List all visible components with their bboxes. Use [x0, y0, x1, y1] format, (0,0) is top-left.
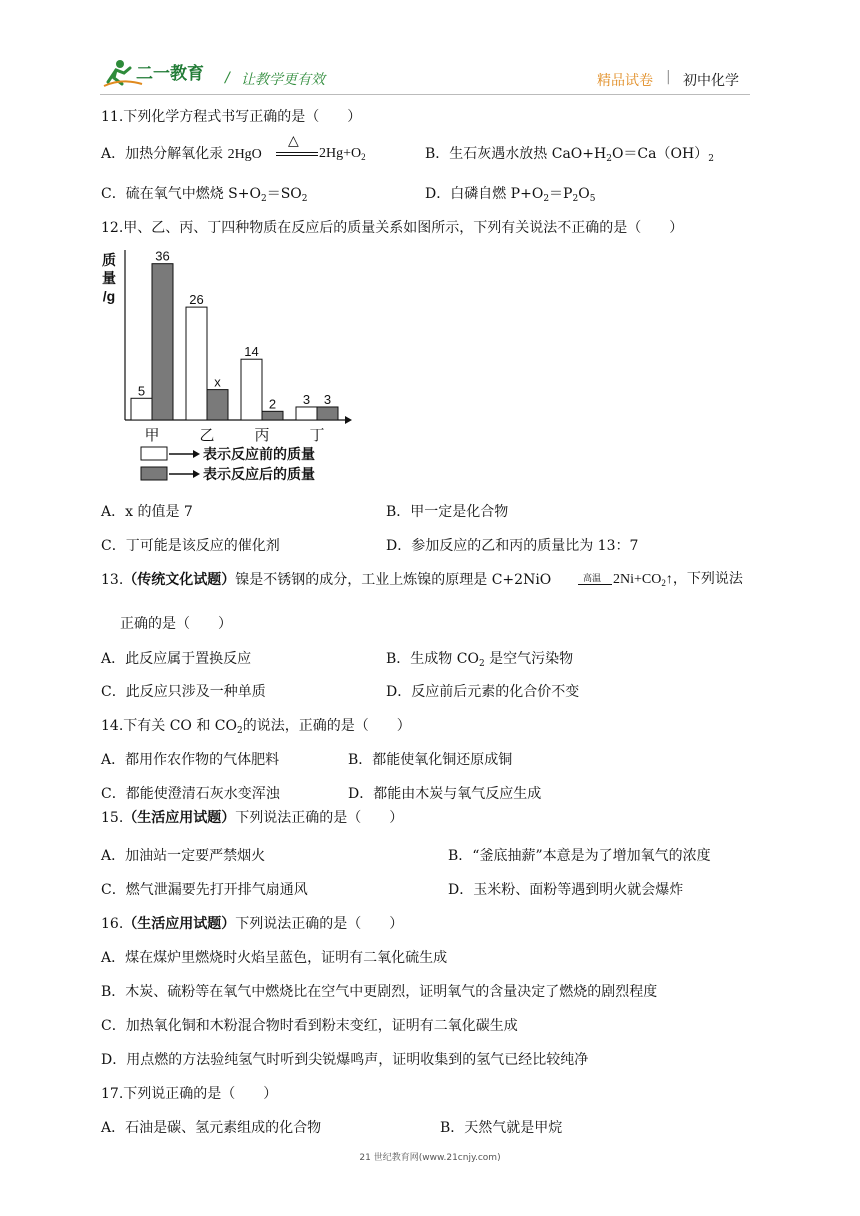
- y-axis-label-part: 量: [102, 270, 116, 286]
- bar-data-label: 5: [137, 383, 146, 399]
- legend-arrow-head: [193, 470, 200, 478]
- q16-stem: 16.（生活应用试题）下列说法正确的是（ ）: [101, 916, 404, 932]
- q17-stem: 17.下列说正确的是（ ）: [101, 1086, 278, 1102]
- legend-swatch-before: [141, 447, 167, 460]
- bar-data-label: 14: [244, 344, 259, 360]
- q11-option-c: C．硫在氧气中燃烧 $S+O_2=SO_2$: [101, 186, 308, 204]
- q17-option-a: A．石油是碳、氢元素组成的化合物: [101, 1120, 322, 1136]
- slash-divider: /: [225, 70, 230, 86]
- header-separator: |: [666, 69, 671, 85]
- q12-option-c: C．丁可能是该反应的催化剂: [101, 538, 280, 554]
- q13-option-a: A．此反应属于置换反应: [101, 651, 252, 667]
- bar-data-label: 36: [155, 248, 170, 264]
- mass-bar-chart: [95, 245, 365, 495]
- x-axis-arrow: [345, 416, 352, 424]
- bar-丁-before: [296, 407, 317, 420]
- q12-option-a: A．x 的值是 7: [101, 504, 193, 520]
- q14-option-d: D．都能由木炭与氧气反应生成: [348, 786, 542, 802]
- q15-option-c: C．燃气泄漏要先打开排气扇通风: [101, 882, 308, 898]
- y-axis-label-part: 质: [102, 252, 116, 268]
- q16-option-c: C．加热氧化铜和木粉混合物时看到粉末变红，证明有二氧化碳生成: [101, 1018, 518, 1034]
- bar-data-label: 3: [302, 391, 311, 407]
- legend-label: 表示反应前的质量: [203, 446, 315, 462]
- x-tick-label: 丁: [309, 427, 325, 444]
- q11-a-condition: △: [276, 133, 318, 161]
- header-rule: [100, 94, 750, 95]
- legend-swatch-after: [141, 467, 167, 480]
- q11-option-b: B．生石灰遇水放热 $CaO+H_2O=Ca(OH)_2$: [425, 146, 714, 164]
- q13-stem-line1-end: $2Ni+CO_2↑$，下列说法: [613, 572, 743, 588]
- tag-left: 精品试卷: [597, 73, 653, 89]
- q13-option-c: C．此反应只涉及一种单质: [101, 684, 266, 700]
- q12-stem: 12.甲、乙、丙、丁四种物质在反应后的质量关系如图所示，下列有关说法不正确的是（ ）: [101, 220, 684, 236]
- legend-label: 表示反应后的质量: [203, 466, 315, 482]
- q15-option-d: D．玉米粉、面粉等遇到明火就会爆炸: [448, 882, 684, 898]
- bar-丙-before: [241, 359, 262, 420]
- q11-option-d: D．白磷自燃 $P+O_2=P_2O_5$: [425, 186, 596, 204]
- bar-data-label: 2: [268, 396, 277, 412]
- bar-data-label: x: [214, 374, 221, 390]
- q13-option-b: B．生成物 $CO_2$ 是空气污染物: [386, 651, 574, 669]
- bar-data-label: 3: [323, 391, 332, 407]
- x-tick-label: 丙: [254, 427, 270, 444]
- bar-甲-before: [131, 398, 152, 420]
- slogan: 让教学更有效: [241, 72, 325, 88]
- q12-option-d: D．参加反应的乙和丙的质量比为 13：7: [386, 538, 639, 554]
- bar-丁-after: [317, 407, 338, 420]
- q11-stem: 11.下列化学方程式书写正确的是（ ）: [101, 109, 362, 125]
- q15-option-a: A．加油站一定要严禁烟火: [101, 848, 266, 864]
- q13-condition: 高温: [578, 567, 612, 589]
- q13-stem-line2: 正确的是（ ）: [120, 616, 232, 632]
- logo: [102, 56, 212, 90]
- logo-text: 二一教育: [136, 64, 204, 83]
- bar-甲-after: [152, 264, 173, 420]
- q11-option-a: A．加热分解氧化汞 2HgO: [101, 146, 262, 162]
- q13-stem-line1: 13.（传统文化试题）镍是不锈钢的成分，工业上炼镍的原理是 C+2NiO: [101, 572, 552, 588]
- q14-stem: 14.下有关 CO 和 $CO_2$的说法，正确的是（ ）: [101, 718, 411, 736]
- q16-option-a: A．煤在煤炉里燃烧时火焰呈蓝色，证明有二氧化硫生成: [101, 950, 448, 966]
- q15-stem: 15.（生活应用试题）下列说法正确的是（ ）: [101, 810, 404, 826]
- q16-option-d: D．用点燃的方法验纯氢气时听到尖锐爆鸣声，证明收集到的氢气已经比较纯净: [101, 1052, 589, 1068]
- x-tick-label: 乙: [199, 427, 215, 444]
- bar-丙-after: [262, 411, 283, 420]
- legend-arrow-head: [193, 450, 200, 458]
- q14-option-a: A．都用作农作物的气体肥料: [101, 752, 280, 768]
- q17-option-b: B．天然气就是甲烷: [440, 1120, 563, 1136]
- x-tick-label: 甲: [144, 427, 160, 444]
- q13-option-d: D．反应前后元素的化合价不变: [386, 684, 580, 700]
- q16-option-b: B．木炭、硫粉等在氧气中燃烧比在空气中更剧烈，证明氧气的含量决定了燃烧的剧烈程度: [101, 984, 658, 1000]
- q14-option-b: B．都能使氧化铜还原成铜: [348, 752, 513, 768]
- q14-option-c: C．都能使澄清石灰水变浑浊: [101, 786, 280, 802]
- bar-乙-before: [186, 307, 207, 420]
- y-axis-label-part: /g: [102, 288, 116, 304]
- q12-option-b: B．甲一定是化合物: [386, 504, 509, 520]
- page-footer: 21 世纪教育网(www.21cnjy.com): [359, 1153, 501, 1163]
- q15-option-b: B．“釜底抽薪”本意是为了增加氧气的浓度: [448, 848, 711, 864]
- bar-乙-after: [207, 390, 228, 420]
- tag-right: 初中化学: [683, 73, 739, 89]
- q11-a-product: $2Hg+O_2$: [319, 146, 366, 162]
- bar-data-label: 26: [189, 292, 204, 308]
